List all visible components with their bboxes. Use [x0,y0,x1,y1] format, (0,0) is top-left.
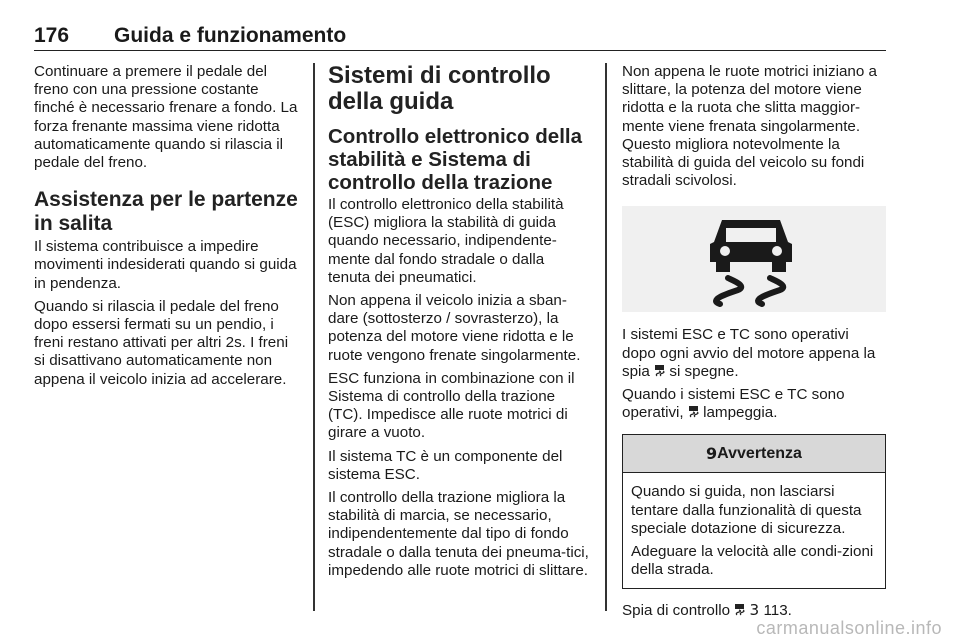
section-heading: Assistenza per le partenze in salita [34,188,298,236]
column-right [622,63,886,626]
column-left [34,63,298,394]
column-divider [313,63,315,611]
esc-warning-light-icon [622,206,886,312]
page-number: 176 [34,24,70,47]
paragraph: Il sistema TC è un componente del sistema ESC. [328,447,563,483]
esc-indicator-icon [654,364,665,377]
chapter-heading: Sistemi di controllo della guida [328,62,551,115]
paragraph: ESC funziona in combinazione con il Sistema di controllo della trazione (TC). Impedisce alle ruote motrici di girare a vuoto. [328,369,575,442]
esc-indicator-icon [734,603,745,616]
paragraph: Adeguare la velocità alle condi-zioni della strada. [631,543,874,579]
paragraph: Quando si guida, non lasciarsi tentare dalla funzionalità di questa speciale dotazione di sicurezza. [631,483,862,537]
paragraph: Il controllo elettronico della stabilità (ESC) migliora la stabilità di guida quando necessario, indipendente-mente dal fondo stradale o dalla tenuta dei pneumatici. [328,196,564,286]
subsection-heading: Controllo elettronico della stabilità e Sistema di controllo della trazione [328,125,582,194]
page-reference-arrow-icon[interactable]: 3 [749,601,760,620]
warning-title: Avvertenza [717,444,802,462]
column-middle [328,63,590,585]
warning-box [622,434,886,589]
page-header [34,0,886,51]
warning-triangle-icon: 9 [706,444,718,464]
watermark: carmanualsonline.info [756,618,942,638]
warning-box-header [623,435,885,473]
paragraph: Continuare a premere il pedale del freno con una pressione costante finché è necessario frenare a fondo. La forza frenante massima viene ridotta automaticamente quando si rilascia il pedale del freno. [34,63,298,172]
cross-reference: Spia di controllo 3 113. [622,601,792,620]
paragraph: I sistemi ESC e TC sono operativi dopo ogni avvio del motore appena la spia si spegne. [622,326,876,380]
warning-box-body [623,473,885,588]
esc-indicator-icon [688,405,699,418]
column-divider [605,63,607,611]
paragraph: Il sistema contribuisce a impedire movimenti indesiderati quando si guida in pendenza. [34,238,297,292]
paragraph: Non appena le ruote motrici iniziano a slittare, la potenza del motore viene ridotta e la ruota che slitta maggior-mente viene frenata singolarmente. Questo migliora notevolmente la stabilità di guida del veicolo su fondi stradali scivolosi. [622,63,877,190]
page-reference[interactable]: 113. [763,602,792,620]
paragraph: Quando i sistemi ESC e TC sono operativi, lampeggia. [622,386,845,422]
running-title: Guida e funzionamento [114,24,347,47]
paragraph: Quando si rilascia il pedale del freno dopo essersi fermati su un pendio, i freni restano attivati per altri 2s. I freni si disattivano automaticamente non appena il veicolo inizia ad accelerare. [34,297,289,388]
paragraph: Non appena il veicolo inizia a sban-dare (sottosterzo / sovrasterzo), la potenza del motore viene ridotta e le ruote vengono frenate singolarmente. [328,292,581,364]
paragraph: Il controllo della trazione migliora la stabilità di marcia, se necessario, indipendentemente dal tipo di fondo stradale o dalla tenuta dei pneuma-tici, impedendo alle ruote motrici di slittare. [328,489,589,579]
